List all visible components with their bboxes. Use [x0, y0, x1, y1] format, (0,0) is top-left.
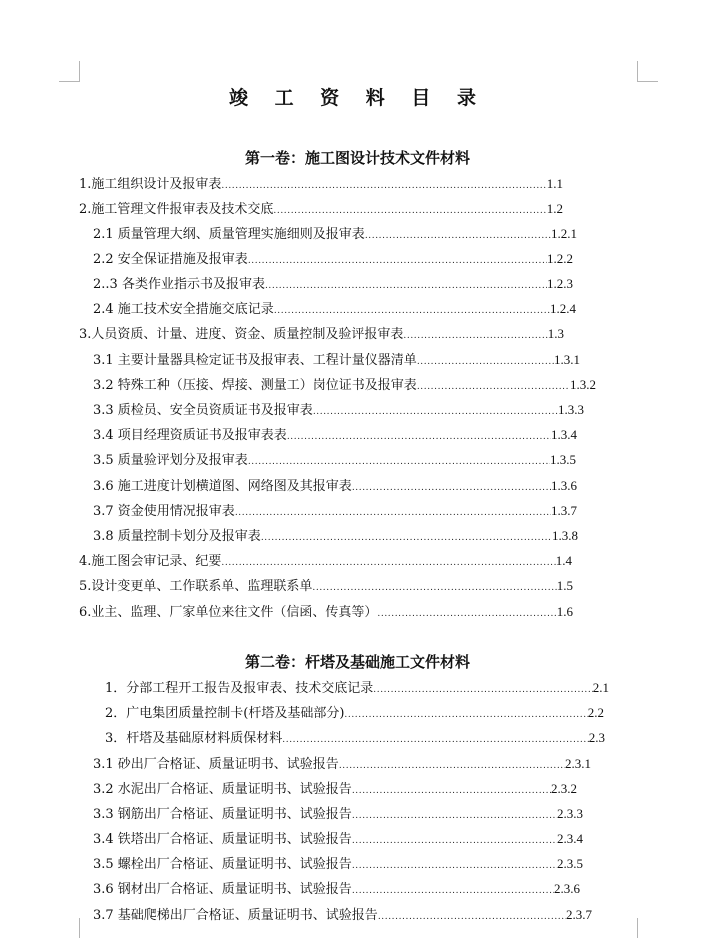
volume2-title: 第二卷：杆塔及基础施工文件材料	[244, 653, 470, 671]
toc-entry: 3.人员资质、计量、进度、资金、质量控制及验评报审表 ..... 1.3	[79, 324, 564, 344]
document-title: 竣 工 资 料 目 录	[228, 87, 487, 109]
toc-entry: 2.施工管理文件报审表及技术交底 ..... 1.2	[79, 199, 563, 219]
toc-entry: 3.4 项目经理资质证书及报审表表 ..... 1.3.4	[93, 425, 577, 445]
toc-entry: 3.4 铁塔出厂合格证、质量证明书、试验报告 ..... 2.3.4	[93, 829, 583, 849]
toc-entry: 3.1 砂出厂合格证、质量证明书、试验报告 ..... 2.3.1	[93, 754, 591, 774]
toc-entry: 2.4 施工技术安全措施交底记录 ..... 1.2.4	[93, 299, 576, 319]
toc-entry: 3.5 螺栓出厂合格证、质量证明书、试验报告 ..... 2.3.5	[93, 854, 583, 874]
toc-entry: 3.2 特殊工种（压接、焊接、测量工）岗位证书及报审表 ..... 1.3.2	[93, 375, 596, 395]
margin-mark-top-left	[59, 61, 80, 82]
toc-entry: 2..3 各类作业指示书及报审表 ..... 1.2.3	[93, 274, 573, 294]
toc-entry: 5.设计变更单、工作联系单、监理联系单 ..... 1.5	[79, 576, 573, 596]
toc-entry: 3.6 钢材出厂合格证、质量证明书、试验报告 ..... 2.3.6	[93, 879, 580, 899]
toc-entry: 6.业主、监理、厂家单位来往文件（信函、传真等） ..... 1.6	[79, 602, 573, 622]
toc-entry: 2.2 安全保证措施及报审表 ..... 1.2.2	[93, 249, 573, 269]
toc-entry: 3.7 基础爬梯出厂合格证、质量证明书、试验报告 ..... 2.3.7	[93, 905, 592, 925]
toc-entry: 3.5 质量验评划分及报审表 ..... 1.3.5	[93, 450, 576, 470]
toc-entry: 1.施工组织设计及报审表 ..... 1.1	[79, 174, 563, 194]
toc-entry: 3.3 质检员、安全员资质证书及报审表 ..... 1.3.3	[93, 400, 584, 420]
volume1-title: 第一卷：施工图设计技术文件材料	[244, 149, 470, 167]
toc-entry: 3.1 主要计量器具检定证书及报审表、工程计量仪器清单 ..... 1.3.1	[93, 350, 580, 370]
toc-entry: 4.施工图会审记录、纪要 ..... 1.4	[79, 551, 572, 571]
toc-entry: 3.2 水泥出厂合格证、质量证明书、试验报告 ..... 2.3.2	[93, 779, 577, 799]
toc-entry: 3.8 质量控制卡划分及报审表 ..... 1.3.8	[93, 526, 578, 546]
margin-mark-bottom-left	[59, 918, 80, 938]
toc-entry: 2．广电集团质量控制卡(杆塔及基础部分) ..... 2.2	[105, 703, 604, 723]
toc-entry: 3.6 施工进度计划横道图、网络图及其报审表 ..... 1.3.6	[93, 476, 577, 496]
margin-mark-top-right	[637, 61, 658, 82]
toc-entry: 2.1 质量管理大纲、质量管理实施细则及报审表 ..... 1.2.1	[93, 224, 577, 244]
margin-mark-bottom-right	[637, 918, 658, 938]
toc-entry: 3.3 钢筋出厂合格证、质量证明书、试验报告 ..... 2.3.3	[93, 804, 583, 824]
toc-entry: 1．分部工程开工报告及报审表、技术交底记录 ..... 2.1	[105, 678, 609, 698]
toc-entry: 3.7 资金使用情况报审表 ..... 1.3.7	[93, 501, 577, 521]
toc-entry: 3．杆塔及基础原材料质保材料 ..... 2.3	[105, 728, 605, 748]
